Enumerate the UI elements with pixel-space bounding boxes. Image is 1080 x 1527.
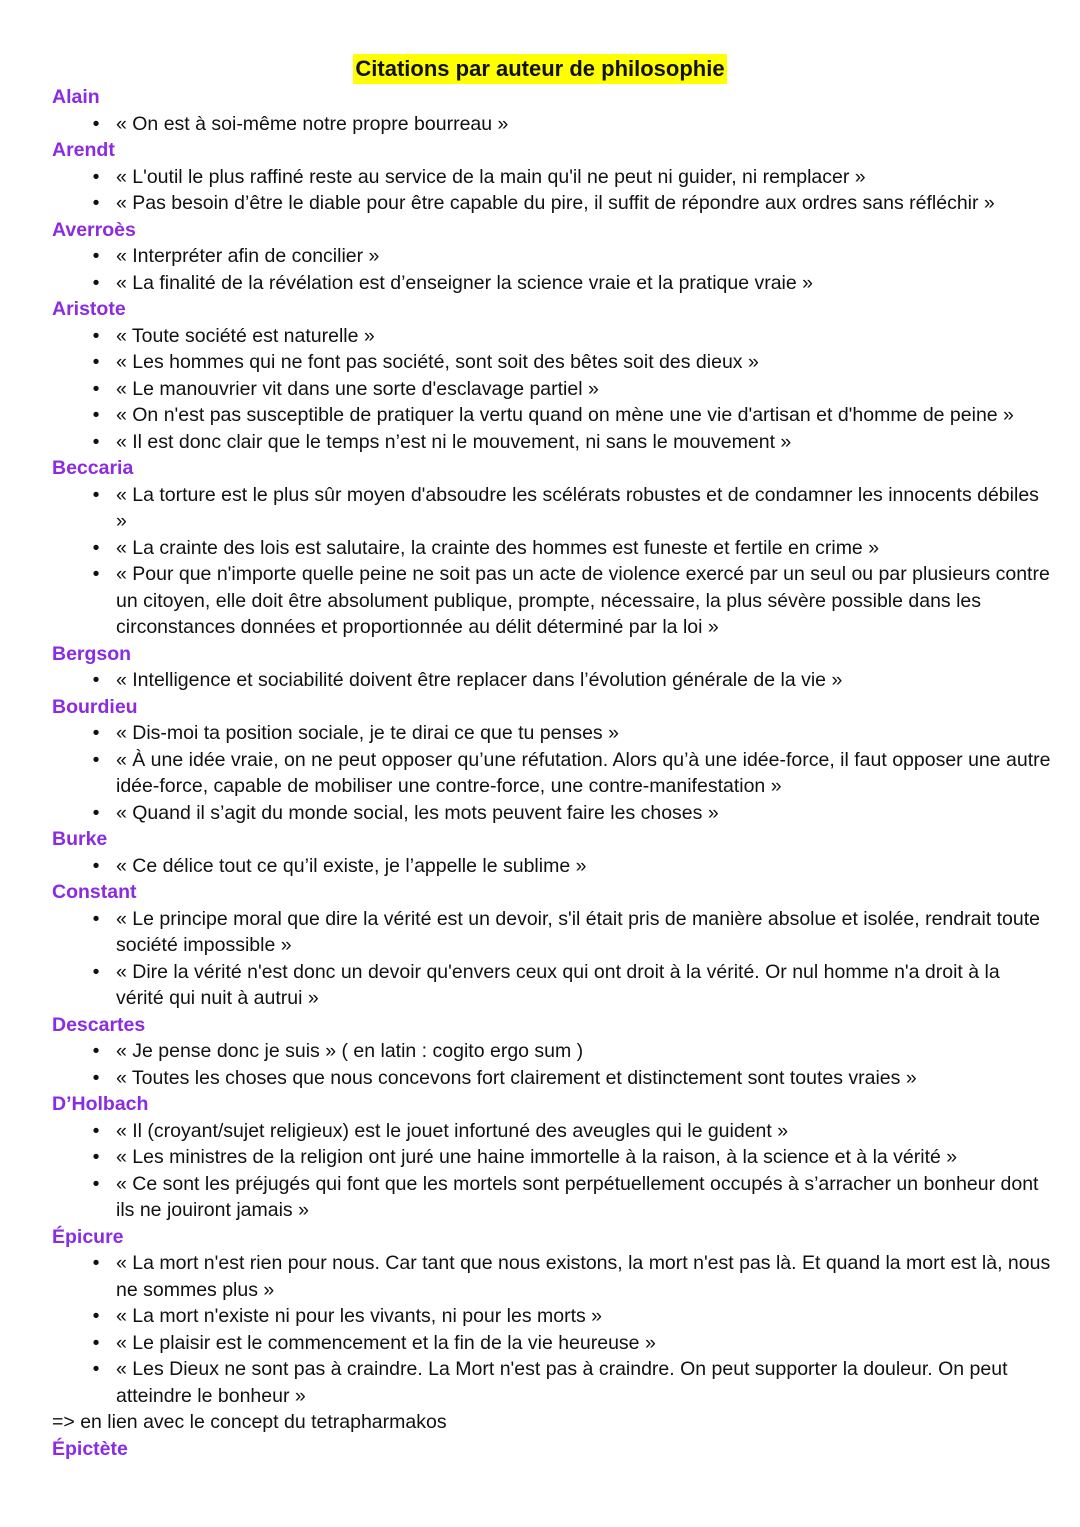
bullet-icon: • [92,165,100,188]
quote-list [52,853,1052,880]
quote-text: « La torture est le plus sûr moyen d'absoudre les scélérats robustes et de condamner les innocents débiles » [116,483,1039,532]
author-name: Averroès [52,218,136,241]
quote-text: « Le plaisir est le commencement et la fin de la vie heureuse » [116,1331,656,1354]
quote-text: « On n'est pas susceptible de pratiquer la vertu quand on mène une vie d'artisan et d'homme de peine » [116,404,1014,426]
bullet-icon: • [92,192,100,214]
bullet-icon: • [92,1040,100,1062]
bullet-icon: • [92,1331,100,1354]
bullet-icon: • [92,854,100,877]
bullet-icon: • [92,377,100,400]
author-section [52,879,1052,1012]
quote-item [52,376,1052,403]
author-section [52,1091,1052,1224]
quote-item [52,800,1052,827]
author-name: Beccaria [52,457,134,479]
author-name: Alain [52,86,100,108]
quote-text: « Quand il s’agit du monde social, les mots peuvent faire les choses » [116,801,719,824]
author-section [52,217,1052,297]
author-name: Descartes [52,1013,146,1036]
bullet-icon: • [92,801,100,824]
quote-text: « Intelligence et sociabilité doivent être replacer dans l’évolution générale de la vie » [116,669,843,691]
quote-text: « Il (croyant/sujet religieux) est le jouet infortuné des aveugles qui le guident » [116,1119,789,1142]
author-section [52,1436,1052,1463]
quote-list [52,720,1052,826]
author-name: D’Holbach [52,1093,149,1115]
bullet-icon: • [92,483,100,506]
quote-item [52,243,1052,270]
quote-list [52,243,1052,296]
quote-list [52,906,1052,1012]
author-section [52,1224,1052,1436]
bullet-icon: • [92,722,100,744]
bullet-icon: • [92,536,100,559]
quote-item [52,747,1052,800]
bullet-icon: • [92,112,100,135]
quote-text: « La finalité de la révélation est d’enseigner la science vraie et la pratique vraie » [116,271,814,294]
concept-note: => en lien avec le concept du tetrapharmakos [52,1411,447,1433]
author-name: Constant [52,881,137,903]
bullet-icon: • [92,1146,100,1168]
title-row [0,54,1080,84]
quote-item [52,482,1052,535]
author-section [52,296,1052,455]
author-name: Aristote [52,298,126,320]
quote-item [52,959,1052,1012]
quote-list [52,1038,1052,1091]
bullet-icon: • [92,404,100,426]
author-section [52,1012,1052,1092]
author-section [52,84,1052,137]
author-name: Épictète [52,1437,128,1460]
quote-text: « À une idée vraie, on ne peut opposer qu’une réfutation. Alors qu’à une idée-force, il faut opposer une autre idée-force, capable de mobiliser une contre-force, une contre-manifestation » [116,748,1051,797]
quote-list [52,1118,1052,1224]
quote-item [52,535,1052,562]
bullet-icon: • [92,271,100,294]
quote-list [52,667,1052,694]
bullet-icon: • [92,1066,100,1089]
quote-item [52,1250,1052,1303]
quote-text: « Dire la vérité n'est donc un devoir qu'envers ceux qui ont droit à la vérité. Or nul homme n'a droit à la vérité qui nuit à autrui » [116,960,1000,1009]
quote-text: « Ce sont les préjugés qui font que les mortels sont perpétuellement occupés à s’arracher un bonheur dont ils ne jouiront jamais » [116,1172,1039,1221]
bullet-icon: • [92,1252,100,1274]
quote-item [52,164,1052,191]
bullet-icon: • [92,430,100,453]
quote-list [52,323,1052,456]
quote-item [52,1144,1052,1171]
author-section [52,455,1052,641]
quote-item [52,1118,1052,1145]
bullet-icon: • [92,1172,100,1195]
quote-text: « La mort n'existe ni pour les vivants, ni pour les morts » [116,1305,603,1327]
quote-text: « La crainte des lois est salutaire, la crainte des hommes est funeste et fertile en crime » [116,536,880,559]
bullet-icon: • [92,324,100,347]
author-name: Burke [52,828,108,850]
author-name: Bourdieu [52,695,138,718]
author-name: Bergson [52,642,132,665]
quote-text: « Le manouvrier vit dans une sorte d'esclavage partiel » [116,377,599,400]
bullet-icon: • [92,245,100,267]
quote-item [52,1356,1052,1409]
quote-item [52,853,1052,880]
quote-text: « Le principe moral que dire la vérité est un devoir, s'il était pris de manière absolue et isolée, rendrait toute société impossible » [116,907,1040,956]
quote-text: « Dis-moi ta position sociale, je te dirai ce que tu penses » [116,722,619,744]
quote-item [52,270,1052,297]
quote-text: « Pas besoin d’être le diable pour être capable du pire, il suffit de répondre aux ordres sans réfléchir » [116,192,995,214]
bullet-icon: • [92,907,100,930]
quote-item [52,429,1052,456]
quote-text: « La mort n'est rien pour nous. Car tant que nous existons, la mort n'est pas là. Et quand la mort est là, nous ne sommes plus » [116,1252,1051,1301]
quote-text: « Je pense donc je suis » ( en latin : cogito ergo sum ) [116,1040,584,1062]
quote-list [52,111,1052,138]
bullet-icon: • [92,960,100,983]
quote-item [52,906,1052,959]
quote-text: « Il est donc clair que le temps n’est ni le mouvement, ni sans le mouvement » [116,430,792,453]
quote-item [52,190,1052,217]
quote-item [52,323,1052,350]
bullet-icon: • [92,748,100,771]
author-section [52,641,1052,694]
quote-text: « Pour que n'importe quelle peine ne soit pas un acte de violence exercé par un seul ou par plusieurs contre un citoyen, elle doit être absolument publique, prompte, nécessaire, la plus sévère possible dans les circonstances données et proportionnée au délit déterminé par la loi » [116,563,1050,638]
quote-item [52,1065,1052,1092]
author-section [52,137,1052,217]
bullet-icon: • [92,669,100,691]
quote-list [52,482,1052,641]
quotes-content [52,84,1052,1462]
quote-list [52,1250,1052,1409]
quote-item [52,720,1052,747]
quote-text: « On est à soi-même notre propre bourreau » [116,112,509,135]
quote-item [52,561,1052,641]
quote-text: « Interpréter afin de concilier » [116,245,380,267]
author-section [52,826,1052,879]
quote-item [52,111,1052,138]
quote-text: « Les Dieux ne sont pas à craindre. La Mort n'est pas à craindre. On peut supporter la douleur. On peut atteindre le bonheur » [116,1358,1008,1407]
quote-item [52,1330,1052,1357]
quote-item [52,1038,1052,1065]
author-name: Arendt [52,139,115,161]
quote-text: « L'outil le plus raffiné reste au service de la main qu'il ne peut ni guider, ni remplacer » [116,165,866,188]
quote-text: « Les ministres de la religion ont juré une haine immortelle à la raison, à la science et à la vérité » [116,1146,958,1168]
bullet-icon: • [92,563,100,585]
quote-text: « Toutes les choses que nous concevons fort clairement et distinctement sont toutes vraies » [116,1066,917,1089]
quote-text: « Les hommes qui ne font pas société, sont soit des bêtes soit des dieux » [116,351,759,373]
page-title: Citations par auteur de philosophie [353,54,726,84]
quote-item [52,349,1052,376]
quote-item [52,402,1052,429]
quote-item [52,1303,1052,1330]
quote-item [52,1171,1052,1224]
quote-list [52,164,1052,217]
bullet-icon: • [92,1358,100,1380]
quote-text: « Ce délice tout ce qu’il existe, je l’appelle le sublime » [116,854,587,877]
author-section [52,694,1052,827]
bullet-icon: • [92,1305,100,1327]
bullet-icon: • [92,1119,100,1142]
author-name: Épicure [52,1225,124,1248]
quote-item [52,667,1052,694]
bullet-icon: • [92,351,100,373]
quote-text: « Toute société est naturelle » [116,324,375,347]
